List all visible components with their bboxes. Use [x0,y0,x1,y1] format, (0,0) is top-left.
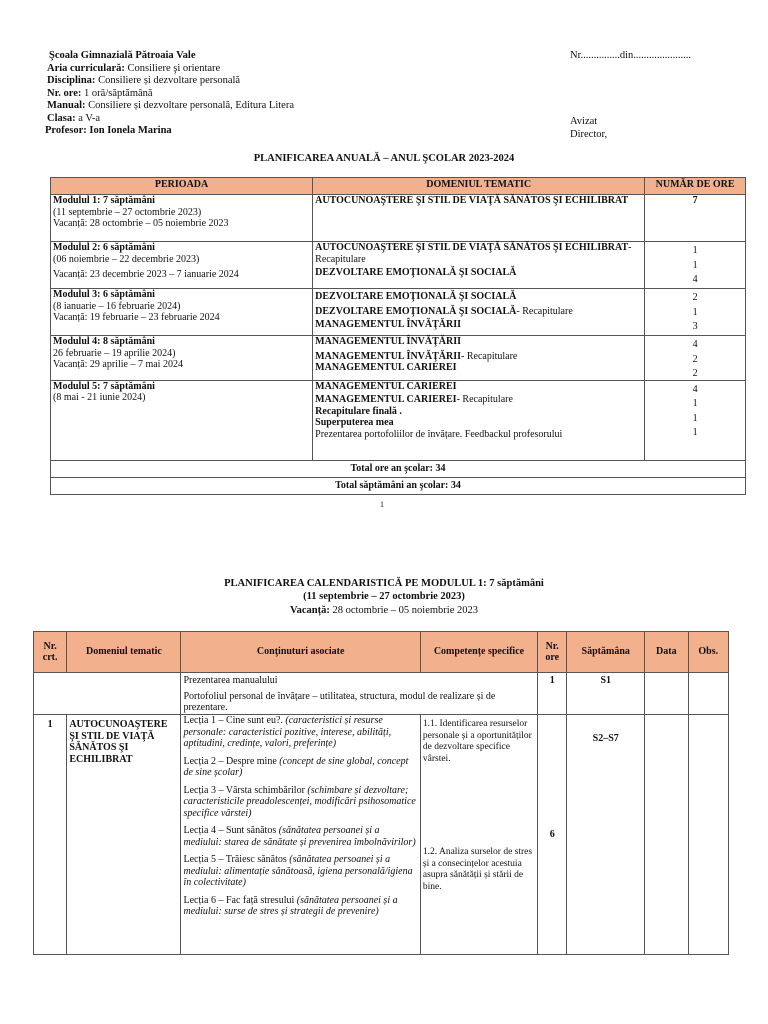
total-weeks: Total săptămâni an şcolar: 34 [51,477,746,494]
module-hours: 4 2 2 [645,336,746,381]
total-hours-row [51,460,746,477]
col-domeniu: Domeniul tematic [67,632,181,673]
col-competente: Competențe specifice [420,632,537,673]
avizat-label: Avizat [570,116,598,127]
list-item: Lecția 4 – Sunt sănătos (sănătatea persoanei și a mediului: starea de sănătate și prevenirea îmbolnăvirilor) [183,825,416,848]
manual: Manual: Consiliere și dezvoltare personală, Editura Litera [47,100,294,111]
intro-hours: 1 [538,673,567,715]
table-row [34,673,729,715]
nr-ore: Nr. ore: 1 oră/săptămână [47,87,153,99]
calendar-plan-vacation: Vacanță: 28 octombrie – 05 noiembrie 2023 [289,605,478,616]
table-row [34,715,729,955]
list-item: Lecția 1 – Cine sunt eu?. (caracteristici și resurse personale: caracteristici pozitive, interese, abilități, aptitudini, credințe, valori, preferințe) [183,715,392,749]
module-period: Modulul 3: 6 săptămâni (8 ianuarie – 16 februarie 2024) Vacanță: 19 februarie – 23 februarie 2024 [51,289,313,336]
module-period: Modulul 1: 7 săptămâni (11 septembrie – 27 octombrie 2023) Vacanță: 28 octombrie – 05 noiembrie 2023 [51,195,313,242]
list-item: Lecția 5 – Trăiesc sănătos (sănătatea persoanei și a mediului: alimentație sănătoasă, igiena personală/igiena în colectivitate) [183,854,413,888]
competences: 1.1. Identificarea resurselor personale și a oportunităților de dezvoltare specifice vârstei. 1.2. Analiza surselor de stres și a consecințelor acestuia asupra sănătății și stării de bine. [420,715,537,955]
col-domeniu: DOMENIUL TEMATIC [313,178,645,195]
table-header-row [34,632,729,673]
table-row [51,336,746,381]
row-hours: 6 [538,715,567,955]
col-ore: Nr. ore [538,632,567,673]
row-domain: AUTOCUNOAŞTERE ŞI STIL DE VIAŢĂ SĂNĂTOS ŞI ECHILIBRAT [67,715,181,955]
module-hours: 4 1 1 1 [645,380,746,460]
module-period: Modulul 4: 8 săptămâni 26 februarie – 19 aprilie 2024) Vacanță: 29 aprilie – 7 mai 2024 [51,336,313,381]
table-row [51,195,746,242]
calendar-plan-dates: (11 septembrie – 27 octombrie 2023) [303,591,465,602]
col-data: Data [645,632,688,673]
total-weeks-row [51,477,746,494]
registration-number: Nr...............din...................... [570,50,692,61]
module-hours: 2 1 3 [645,289,746,336]
list-item: Lecția 3 – Vârsta schimbărilor (schimbare și dezvoltare; caracteristicile preadolescenței, modificări psihosomatice specifice vârstei) [183,784,416,819]
list-item: Lecția 6 – Fac față stresului (sănătatea persoanei și a mediului: surse de stres și strategii de prevenire) [183,894,398,917]
col-ore: NUMĂR DE ORE [645,178,746,195]
col-perioada: PERIOADA [51,178,313,195]
lessons-list [181,715,420,955]
module-domain: AUTOCUNOAŞTERE ŞI STIL DE VIAŢĂ SĂNĂTOS ŞI ECHILIBRAT [313,195,645,242]
profesor: Profesor: Ion Ionela Marina [45,125,172,136]
aria-curriculara: Aria curriculară: Consiliere şi orientare [47,62,221,74]
col-continuturi: Conţinuturi asociate [181,632,420,673]
row-number: 1 [34,715,67,955]
col-nr: Nr. crt. [34,632,67,673]
list-item: Lecția 2 – Despre mine (concept de sine global, concept de sine școlar) [183,755,409,778]
table-row [51,242,746,289]
module-domain: MANAGEMENTUL CARIEREI MANAGEMENTUL CARIEREI- Recapitulare Recapitulare finală . Superputerea mea Prezentarea portofoliilor de învățare. Feedbackul profesorului [313,380,645,460]
disciplina: Disciplina: Consiliere și dezvoltare personală [47,75,241,86]
col-obs: Obs. [688,632,728,673]
module-hours: 7 [645,195,746,242]
page-number: 1 [380,500,384,509]
module-period: Modulul 5: 7 săptămâni (8 mai - 21 iunie 2024) [51,380,313,460]
table-row [51,380,746,460]
calendar-plan-title: PLANIFICAREA CALENDARISTICĂ PE MODULUL 1: 7 săptămâni [224,578,544,589]
director-label: Director, [570,128,608,140]
clasa: Clasa: a V-a [47,112,101,124]
approval-block [570,116,607,141]
module-domain: MANAGEMENTUL ÎNVĂŢĂRII MANAGEMENTUL ÎNVĂŢĂRII- Recapitulare MANAGEMENTUL CARIEREI [313,336,645,381]
table-header-row [51,178,746,195]
module-domain: AUTOCUNOAŞTERE ŞI STIL DE VIAŢĂ SĂNĂTOS ŞI ECHILIBRAT- Recapitulare DEZVOLTARE EMOŢIONALĂ ŞI SOCIALĂ [313,242,645,289]
school-header [47,50,294,138]
annual-plan-table [50,177,746,495]
total-hours: Total ore an şcolar: 34 [51,460,746,477]
calendar-plan-table [33,631,729,955]
row-weeks: S2–S7 [567,715,645,955]
module-period: Modulul 2: 6 săptămâni (06 noiembrie – 22 decembrie 2023) Vacanță: 23 decembrie 2023 – 7 ianuarie 2024 [51,242,313,289]
col-saptamana: Săptămâna [567,632,645,673]
module-hours: 1 1 4 [645,242,746,289]
module-domain: DEZVOLTARE EMOŢIONALĂ ŞI SOCIALĂ DEZVOLTARE EMOŢIONALĂ ŞI SOCIALĂ- Recapitulare MANAGEMENTUL ÎNVĂŢĂRII [313,289,645,336]
annual-plan-title: PLANIFICAREA ANUALĂ – ANUL ŞCOLAR 2023-2024 [253,153,515,164]
table-row [51,289,746,336]
school-name: Şcoala Gimnazială Pătroaia Vale [49,50,196,61]
intro-week: S1 [567,673,645,715]
intro-content: Prezentarea manualului Portofoliul personal de învățare – utilitatea, structura, modul de realizare și de prezentare. [181,673,538,715]
